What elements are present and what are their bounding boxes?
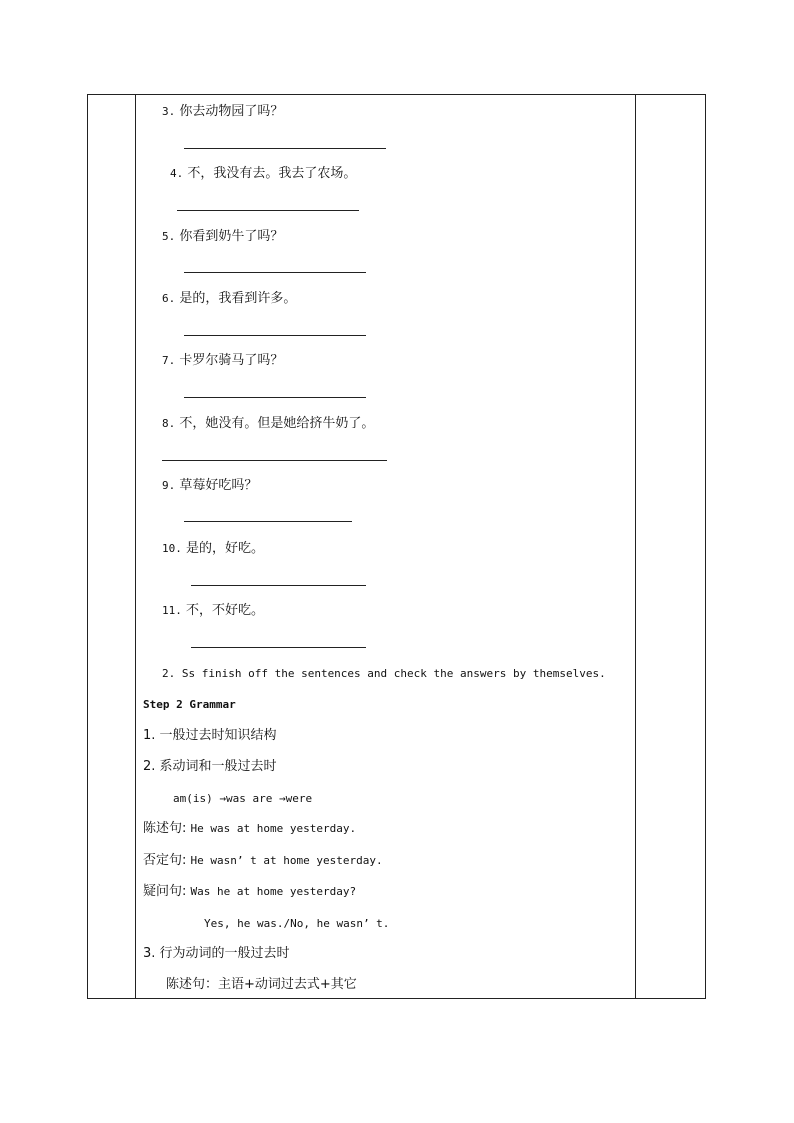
question-example bbox=[143, 884, 356, 900]
item-number: 9. bbox=[162, 479, 176, 492]
exercise-item-11 bbox=[162, 603, 264, 619]
item-text: 你看到奶牛了吗？ bbox=[179, 229, 284, 244]
item-text: 草莓好吃吗？ bbox=[179, 478, 258, 493]
short-answers: Yes, he was./No, he wasn’ t. bbox=[204, 917, 390, 930]
grammar-point-2: 2. 系动词和一般过去时 bbox=[143, 759, 277, 774]
exercise-item-6 bbox=[162, 291, 296, 307]
answer-blank[interactable] bbox=[177, 210, 359, 211]
answer-blank[interactable] bbox=[184, 521, 352, 522]
statement-example bbox=[143, 821, 356, 837]
item-number: 11. bbox=[162, 604, 182, 617]
statement-label: 陈述句: bbox=[143, 821, 187, 836]
answer-blank[interactable] bbox=[191, 585, 366, 586]
item-text: 不，不好吃。 bbox=[186, 603, 265, 618]
grammar-point-1: 1. 一般过去时知识结构 bbox=[143, 728, 277, 743]
item-number: 6. bbox=[162, 292, 176, 305]
exercise-item-10 bbox=[162, 541, 264, 557]
item-text: 不，我没有去。我去了农场。 bbox=[187, 166, 357, 181]
item-number: 4. bbox=[170, 167, 184, 180]
item-number: 3. bbox=[162, 105, 176, 118]
table-column-divider-right bbox=[635, 95, 636, 998]
item-text: 卡罗尔骑马了吗？ bbox=[179, 353, 284, 368]
exercise-item-4 bbox=[170, 166, 356, 182]
grammar-point-3: 3. 行为动词的一般过去时 bbox=[143, 946, 290, 961]
exercise-item-5 bbox=[162, 229, 283, 245]
question-sentence: Was he at home yesterday? bbox=[190, 885, 357, 898]
answer-blank[interactable] bbox=[184, 397, 366, 398]
item-text: 是的，我看到许多。 bbox=[179, 291, 297, 306]
table-column-divider-left bbox=[135, 95, 136, 998]
negative-example bbox=[143, 853, 383, 869]
item-number: 7. bbox=[162, 354, 176, 367]
item-text: 不，她没有。但是她给挤牛奶了。 bbox=[179, 416, 375, 431]
negative-label: 否定句: bbox=[143, 853, 187, 868]
item-number: 8. bbox=[162, 417, 176, 430]
question-label: 疑问句: bbox=[143, 884, 187, 899]
exercise-item-8 bbox=[162, 416, 374, 432]
item-number: 10. bbox=[162, 542, 182, 555]
answer-blank[interactable] bbox=[162, 460, 387, 461]
exercise-item-7 bbox=[162, 353, 283, 369]
exercise-item-9 bbox=[162, 478, 257, 494]
answer-blank[interactable] bbox=[191, 647, 366, 648]
statement-sentence: He was at home yesterday. bbox=[190, 822, 357, 835]
finish-instruction: 2. Ss finish off the sentences and check the answers by themselves. bbox=[162, 667, 606, 680]
exercise-item-3 bbox=[162, 104, 283, 120]
step-heading: Step 2 Grammar bbox=[143, 698, 236, 711]
item-text: 是的，好吃。 bbox=[186, 541, 265, 556]
item-text: 你去动物园了吗？ bbox=[179, 104, 284, 119]
answer-blank[interactable] bbox=[184, 148, 386, 149]
action-verb-statement-rule: 陈述句：主语+动词过去式+其它 bbox=[166, 977, 357, 992]
item-number: 5. bbox=[162, 230, 176, 243]
negative-sentence: He wasn’ t at home yesterday. bbox=[190, 854, 383, 867]
be-verb-forms: am(is) →was are →were bbox=[173, 792, 313, 805]
answer-blank[interactable] bbox=[184, 335, 366, 336]
answer-blank[interactable] bbox=[184, 272, 366, 273]
